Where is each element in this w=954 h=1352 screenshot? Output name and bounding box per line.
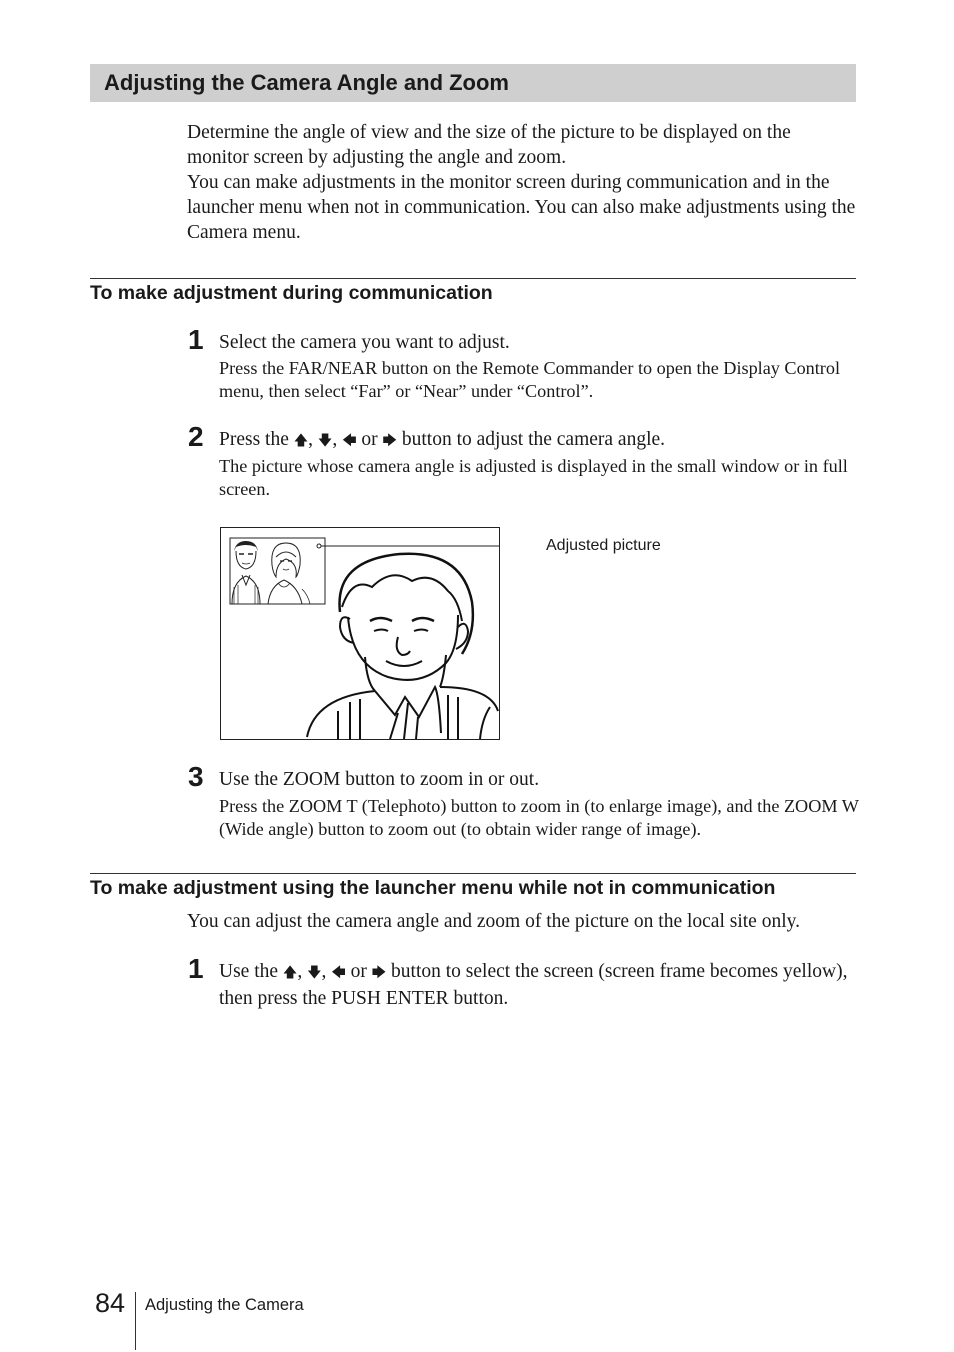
right-arrow-icon: 🡆 bbox=[371, 965, 387, 981]
divider-rule bbox=[90, 278, 856, 279]
section-title-bar bbox=[90, 64, 856, 102]
subsection-intro: You can adjust the camera angle and zoom of the picture on the local site only. bbox=[187, 911, 800, 932]
step-number: 1 bbox=[188, 953, 204, 984]
up-arrow-icon: 🡅 bbox=[293, 433, 309, 449]
screen-illustration bbox=[220, 527, 500, 740]
intro-paragraph-1: Determine the angle of view and the size of the picture to be displayed on the monitor screen by adjusting the angle and zoom. bbox=[187, 122, 791, 168]
step-number: 3 bbox=[188, 761, 204, 792]
intro-paragraph-2: You can make adjustments in the monitor screen during communication and in the launcher menu when not in communication. You can also make adjustments using the Camera menu. bbox=[187, 172, 856, 243]
page-number: 84 bbox=[95, 1288, 126, 1318]
right-arrow-icon: 🡆 bbox=[382, 433, 397, 449]
step-detail: The picture whose camera angle is adjusted is displayed in the small window or in full screen. bbox=[219, 456, 848, 499]
section-title: Adjusting the Camera Angle and Zoom bbox=[104, 70, 509, 95]
step-instruction: Use the ZOOM button to zoom in or out. bbox=[219, 769, 540, 790]
down-arrow-icon: 🡇 bbox=[307, 965, 322, 981]
adjusted-picture-label: Adjusted picture bbox=[546, 537, 661, 554]
step-instruction: Select the camera you want to adjust. bbox=[219, 332, 510, 353]
step-instruction: Use the 🡅, 🡇, 🡄 or 🡆 button to select the screen (screen frame becomes yellow), then press the PUSH ENTER button. bbox=[219, 961, 848, 1009]
down-arrow-icon: 🡇 bbox=[317, 433, 333, 449]
subsection-heading-communication: To make adjustment during communication bbox=[90, 282, 493, 304]
step-instruction: Press the 🡅, 🡇, 🡄 or 🡆 button to adjust the camera angle. bbox=[219, 429, 666, 450]
step-number: 2 bbox=[188, 421, 204, 452]
step-detail: Press the FAR/NEAR button on the Remote Commander to open the Display Control menu, then select “Far” or “Near” under “Control”. bbox=[219, 358, 841, 401]
small-window-picture bbox=[230, 538, 325, 604]
running-title: Adjusting the Camera bbox=[145, 1296, 304, 1314]
left-arrow-icon: 🡄 bbox=[342, 433, 357, 449]
step-number: 1 bbox=[188, 324, 204, 355]
footer-divider bbox=[135, 1292, 136, 1350]
intro-text bbox=[187, 120, 857, 245]
step-detail: Press the ZOOM T (Telephoto) button to zoom in (to enlarge image), and the ZOOM W (Wide angle) button to zoom out (to obtain wider range of image). bbox=[219, 796, 859, 839]
left-arrow-icon: 🡄 bbox=[331, 965, 346, 981]
divider-rule bbox=[90, 873, 856, 874]
up-arrow-icon: 🡅 bbox=[282, 965, 298, 981]
subsection-heading-launcher: To make adjustment using the launcher menu while not in communication bbox=[90, 877, 776, 899]
